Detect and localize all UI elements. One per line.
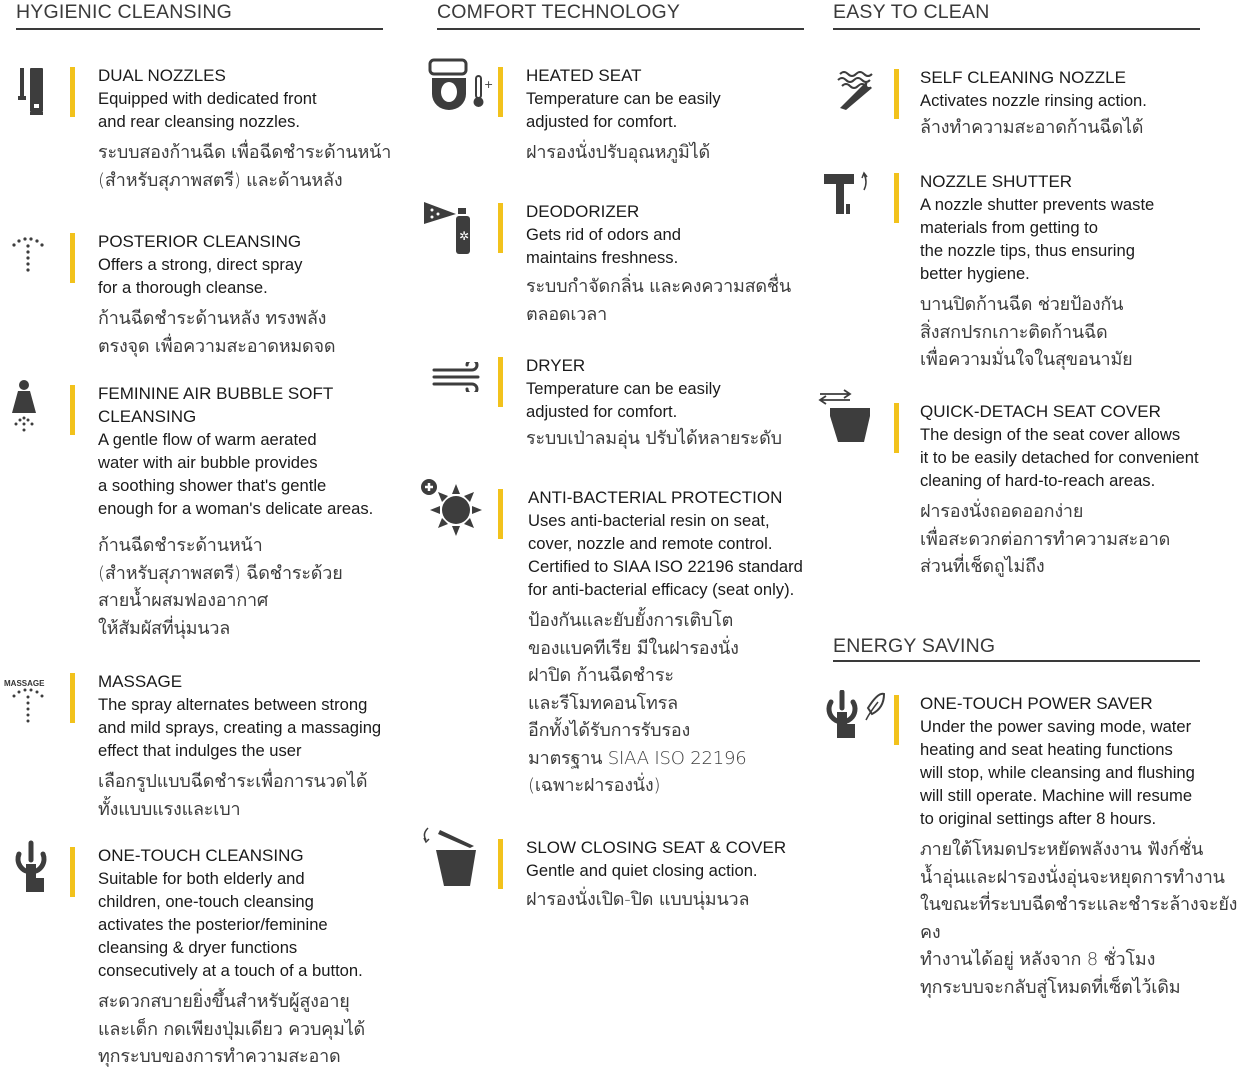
feature-thai-description: ระบบเป่าลมอุ่น ปรับได้หลายระดับ (526, 428, 782, 449)
accent-bar (70, 233, 75, 283)
feature-thai-description: ระบบกำจัดกลิ่น และคงความสดชื่น ตลอดเวลา (526, 276, 792, 325)
massage-icon-label: MASSAGE (4, 679, 45, 688)
accent-bar (894, 695, 899, 745)
feature-title: QUICK-DETACH SEAT COVER (920, 402, 1161, 421)
feature-thai-description: ป้องกันและยับยั้งการเติบโต ของแบคทีเรีย มีในฝารองนั่ง ฝาปิด ก้านฉีดชำระ และรีโมทคอนโทรล อีกทั้งได้รับการรับรอง มาตรฐาน SIAA ISO 22196 (เฉพาะฝารองนั่ง) (528, 610, 747, 796)
feature-title: HEATED SEAT (526, 66, 642, 85)
accent-bar (894, 403, 899, 453)
feature-thai-description: ฝารองนั่งเปิด-ปิด แบบนุ่มนวล (526, 889, 750, 910)
feature-description: Suitable for both elderly and children, one-touch cleansing activates the posterior/feminine cleansing & dryer functions consecutively at a touch of a button. (98, 869, 363, 980)
feature-thai-description: ล้างทำความสะอาดก้านฉีดได้ (920, 117, 1144, 138)
one-touch-power-hand-icon (10, 840, 52, 894)
svg-text:+: + (484, 78, 494, 91)
feature-description: Under the power saving mode, water heating and seat heating functions will stop, while cleansing and flushing will still operate. Machine will resume to original settings after 8 hours. (920, 717, 1195, 828)
accent-bar (70, 673, 75, 723)
self-cleaning-nozzle-icon (834, 66, 884, 110)
feature-description: Equipped with dedicated front and rear cleansing nozzles. (98, 89, 317, 131)
accent-bar (498, 67, 503, 117)
feature-description: Gentle and quiet closing action. (526, 861, 758, 880)
dual-nozzle-icon (16, 66, 46, 118)
accent-bar (498, 839, 503, 889)
accent-bar (70, 847, 75, 897)
feature-thai-description: ก้านฉีดชำระด้านหน้า (สำหรับสุภาพสตรี) ฉีดชำระด้วย สายน้ำผสมฟองอากาศ ให้สัมผัสที่นุ่มนวล (98, 535, 343, 639)
heading-energy-saving: ENERGY SAVING (833, 635, 996, 657)
heading-underline (437, 28, 804, 30)
quick-detach-seat-icon (818, 388, 876, 444)
heading-underline (16, 28, 383, 30)
feature-title: DUAL NOZZLES (98, 66, 226, 85)
accent-bar (894, 69, 899, 119)
feature-description: The design of the seat cover allows it to be easily detached for convenient cleaning of hard-to-reach areas. (920, 425, 1199, 490)
feature-description: Uses anti-bacterial resin on seat, cover, nozzle and remote control. Certified to SIAA ISO 22196 standard for anti-bacterial efficacy (seat only). (528, 511, 803, 599)
slow-closing-seat-icon (422, 824, 480, 888)
heated-seat-icon (428, 58, 496, 114)
feature-thai-description: ระบบสองก้านฉีด เพื่อฉีดชำระด้านหน้า (สำหรับสุภาพสตรี) และด้านหลัง (98, 142, 392, 191)
feature-thai-description: ฝารองนั่งถอดออกง่าย เพื่อสะดวกต่อการทำความสะอาด ส่วนที่เช็ดถูไม่ถึง (920, 501, 1171, 577)
feature-thai-description: เลือกรูปแบบฉีดชำระเพื่อการนวดได้ ทั้งแบบแรงและเบา (98, 771, 368, 820)
feature-description: Temperature can be easily adjusted for comfort. (526, 89, 721, 131)
massage-spray-icon (10, 688, 50, 724)
feature-description: The spray alternates between strong and mild sprays, creating a massaging effect that indulges the user (98, 695, 382, 760)
feature-title: ONE-TOUCH CLEANSING (98, 846, 304, 865)
feature-description: Offers a strong, direct spray for a thorough cleanse. (98, 255, 303, 297)
dryer-wind-icon (432, 362, 488, 392)
feature-title: ANTI-BACTERIAL PROTECTION (528, 488, 783, 507)
feature-description: Gets rid of odors and maintains freshness. (526, 225, 681, 267)
feature-title: SELF CLEANING NOZZLE (920, 68, 1126, 87)
feminine-figure-icon (10, 378, 42, 438)
feature-description: A nozzle shutter prevents waste materials from getting to the nozzle tips, thus ensuring better hygiene. (920, 195, 1155, 283)
feature-title: SLOW CLOSING SEAT & COVER (526, 838, 787, 857)
feature-title: FEMININE AIR BUBBLE SOFT CLEANSING (98, 384, 334, 426)
deodorizer-spray-icon (422, 196, 478, 256)
heading-hygienic-cleansing: HYGIENIC CLEANSING (16, 1, 232, 23)
heading-comfort-technology: COMFORT TECHNOLOGY (437, 1, 681, 23)
posterior-spray-icon (10, 236, 50, 276)
heading-underline (833, 28, 1200, 30)
feature-description: Activates nozzle rinsing action. (920, 91, 1147, 110)
svg-text:✲: ✲ (459, 229, 470, 243)
power-saver-leaf-icon (822, 690, 886, 744)
heading-underline (833, 660, 1200, 662)
feature-title: NOZZLE SHUTTER (920, 172, 1073, 191)
anti-bacterial-sun-icon (418, 476, 490, 538)
feature-title: POSTERIOR CLEANSING (98, 232, 302, 251)
accent-bar (498, 357, 503, 407)
accent-bar (498, 489, 503, 539)
feature-title: ONE-TOUCH POWER SAVER (920, 694, 1153, 713)
accent-bar (70, 67, 75, 117)
feature-title: DRYER (526, 356, 586, 375)
accent-bar (894, 173, 899, 223)
feature-thai-description: ก้านฉีดชำระด้านหลัง ทรงพลัง ตรงจุด เพื่อความสะอาดหมดจด (98, 308, 336, 357)
feature-description: A gentle flow of warm aerated water with air bubble provides a soothing shower that's gentle enough for a woman's delicate areas. (98, 430, 374, 518)
accent-bar (70, 385, 75, 435)
heading-easy-to-clean: EASY TO CLEAN (833, 1, 990, 23)
feature-thai-description: ภายใต้โหมดประหยัดพลังงาน ฟังก์ชั่น น้ำอุ่นและฝารองนั่งอุ่นจะหยุดการทำงาน ในขณะที่ระบบฉีดชำระและชำระล้างจะยังคง ทำงานได้อยู่ หลังจาก 8 ชั่วโมง ทุกระบบจะกลับสู่โหมดที่เซ็ตไว้เดิม (920, 839, 1238, 998)
accent-bar (498, 203, 503, 253)
feature-title: DEODORIZER (526, 202, 640, 221)
feature-thai-description: สะดวกสบายยิ่งขึ้นสำหรับผู้สูงอายุ และเด็ก กดเพียงปุ่มเดียว ควบคุมได้ ทุกระบบของการทำความสะอาด (98, 991, 366, 1067)
feature-thai-description: บานปิดก้านฉีด ช่วยป้องกัน สิ่งสกปรกเกาะติดก้านฉีด เพื่อความมั่นใจในสุขอนามัย (920, 294, 1133, 370)
feature-thai-description: ฝารองนั่งปรับอุณหภูมิได้ (526, 142, 710, 163)
feature-description: Temperature can be easily adjusted for comfort. (526, 379, 721, 421)
feature-title: MASSAGE (98, 672, 183, 691)
nozzle-shutter-icon (822, 170, 878, 218)
